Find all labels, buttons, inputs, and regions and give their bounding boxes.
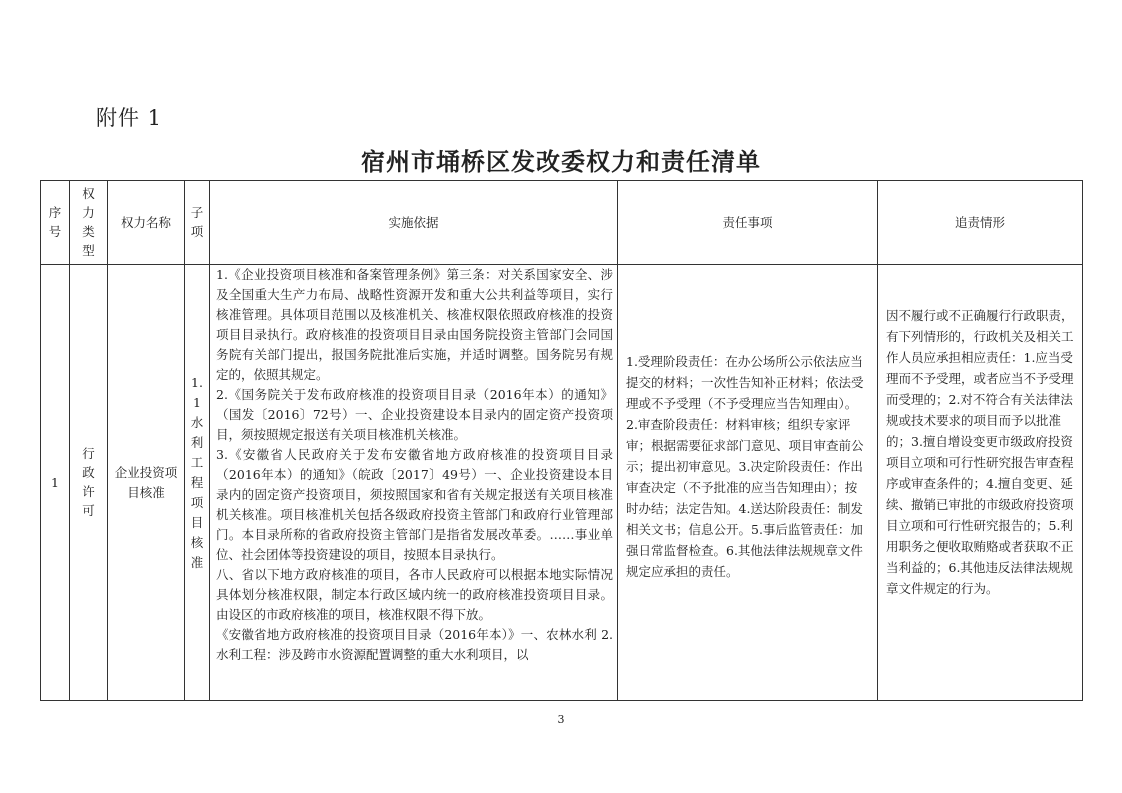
- row-index: 1: [41, 265, 70, 701]
- header-accountability: 追责情形: [878, 181, 1083, 265]
- power-responsibility-table: [40, 180, 1083, 701]
- table-row: [41, 265, 1083, 701]
- header-power-type: 权力类型: [70, 181, 108, 265]
- table-header-row: [41, 181, 1083, 265]
- basis-text: 1.《企业投资项目核准和备案管理条例》第三条：对关系国家安全、涉及全国重大生产力布局、战略性资源开发和重大公共利益等项目，实行核准管理。具体项目范围以及核准机关、核准权限依照政府核准的投资项目目录执行。政府核准的投资项目目录由国务院投资主管部门会同国务院有关部门提出，报国务院批准后实施，并适时调整。国务院另有规定的，依照其规定。 2.《国务院关于发布政府核准的投资项目目录（2016年本）的通知》（国发〔2016〕72号）一、企业投资建设本目录内的固定资产投资项目，须按照规定报送有关项目核准机关核准。 3.《安徽省人民政府关于发布安徽省地方政府核准的投资项目目录（2016年本）的通知》（皖政〔2017〕49号）一、企业投资建设本目录内的固定资产投资项目，须按照国家和省有关规定报送有关项目核准机关核准。项目核准机关包括各级政府投资主管部门和政府行业管理部门。本目录所称的省政府投资主管部门是指省发展改革委。……事业单位、社会团体等投资建设的项目，按照本目录执行。 八、省以下地方政府核准的项目，各市人民政府可以根据本地实际情况具体划分核准权限，制定本行政区域内统一的政府核准投资项目目录。由设区的市政府核准的项目，核准权限不得下放。 《安徽省地方政府核准的投资项目目录（2016年本）》一、农林水利 2.水利工程：涉及跨市水资源配置调整的重大水利项目，以: [216, 267, 613, 662]
- row-basis: [210, 265, 618, 701]
- page-number: 3: [557, 713, 565, 726]
- row-power-type: 行政许可: [70, 265, 108, 701]
- header-index: 序号: [41, 181, 70, 265]
- row-accountability: 因不履行或不正确履行行政职责，有下列情形的，行政机关及相关工作人员应承担相应责任：1.应当受理而不予受理，或者应当不予受理而受理的；2.对不符合有关法律法规或技术要求的项目而予以批准的；3.擅自增设变更市级政府投资项目立项和可行性研究报告审查程序或审查条件的；4.擅自变更、延续、撤销已审批的市级政府投资项目立项和可行性研究报告的；5.利用职务之便收取贿赂或者获取不正当利益的；6.其他违反法律法规规章文件规定的行为。: [878, 265, 1083, 701]
- header-power-name: 权力名称: [108, 181, 185, 265]
- header-sub-item: 子项: [185, 181, 210, 265]
- attachment-label: 附件 1: [96, 106, 163, 130]
- page-title: 宿州市埇桥区发改委权力和责任清单: [361, 147, 761, 176]
- header-basis: 实施依据: [210, 181, 618, 265]
- row-responsibility: 1.受理阶段责任：在办公场所公示依法应当提交的材料；一次性告知补正材料；依法受理或不予受理（不予受理应当告知理由）。2.审查阶段责任：材料审核；组织专家评审；根据需要征求部门意见、项目审查前公示；提出初审意见。3.决定阶段责任：作出审查决定（不予批准的应当告知理由）；按时办结；法定告知。4.送达阶段责任：制发相关文书；信息公开。5.事后监管责任：加强日常监督检查。6.其他法律法规规章文件规定应承担的责任。: [618, 265, 878, 701]
- row-sub-item: 1.1水利工程项目核准: [185, 265, 210, 701]
- row-power-name: 企业投资项目核准: [108, 265, 185, 701]
- header-responsibility: 责任事项: [618, 181, 878, 265]
